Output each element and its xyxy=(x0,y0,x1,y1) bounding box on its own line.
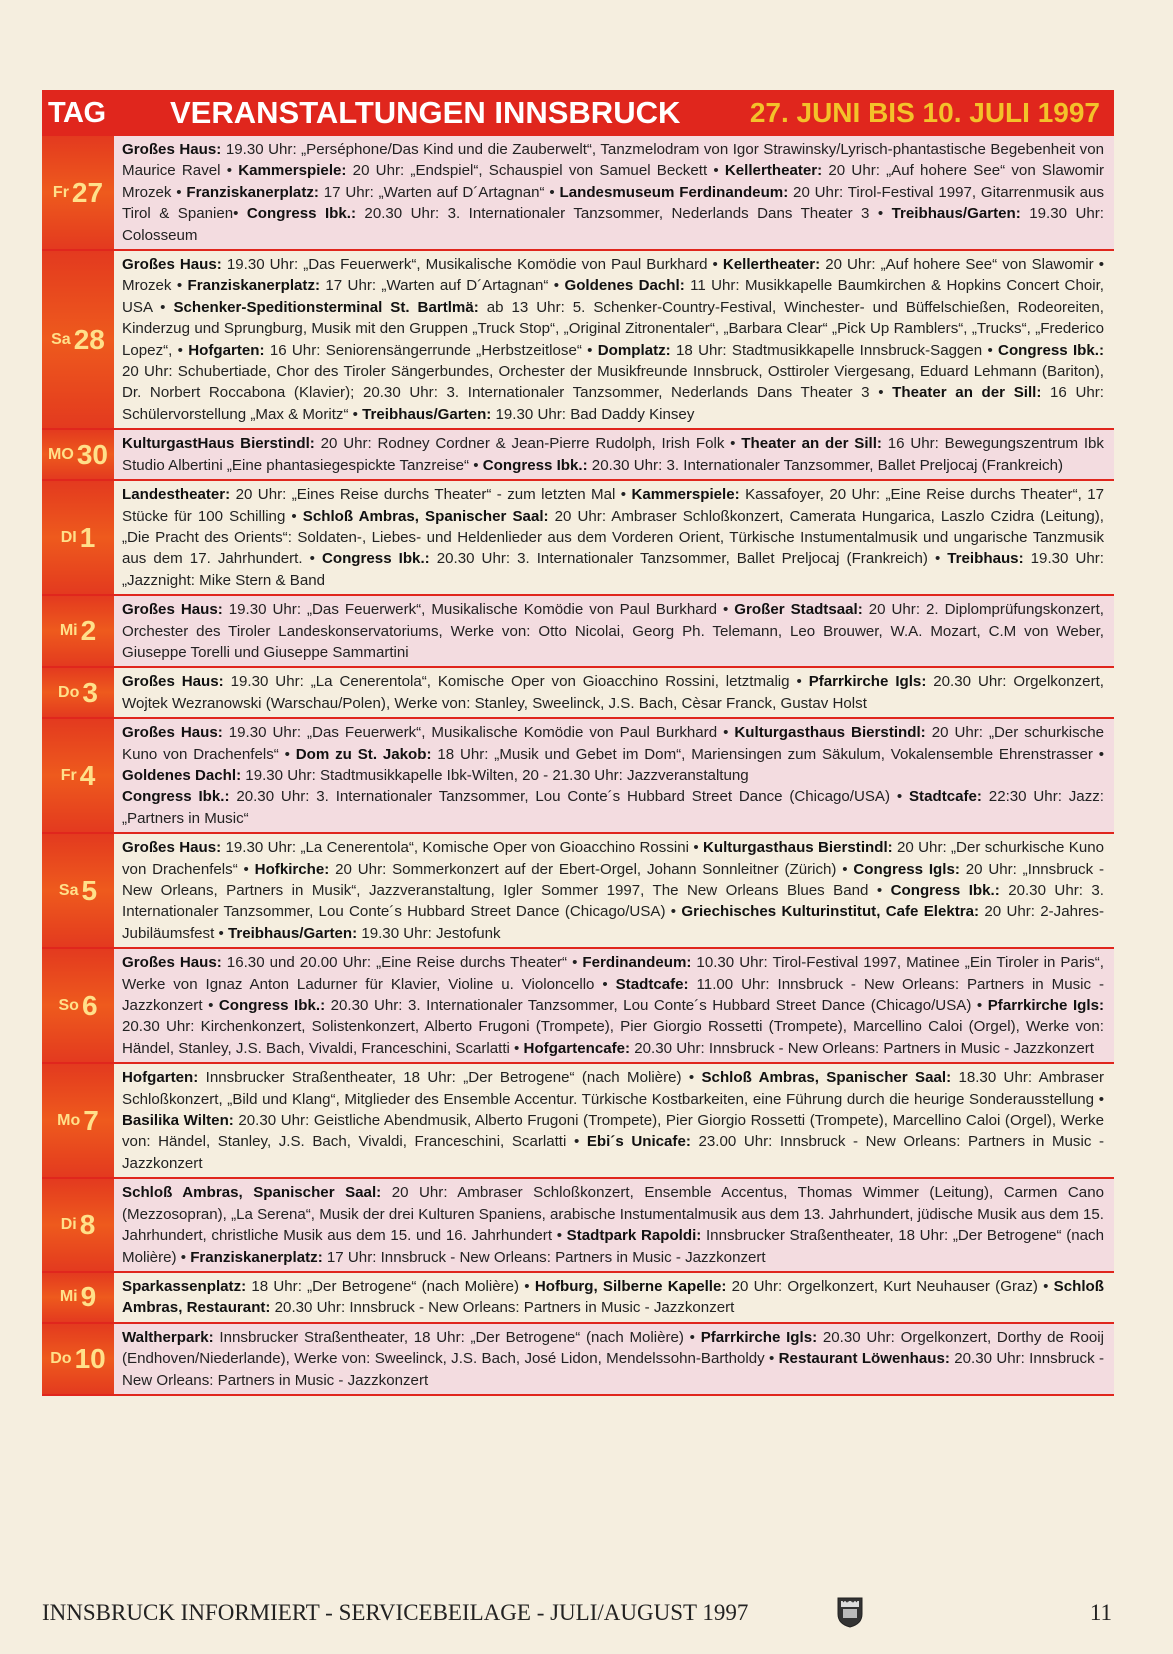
venue-name: Ferdinandeum: xyxy=(582,954,692,972)
event-details: 20 Uhr: „Der schurkische Kuno von Drachenfels“ • xyxy=(122,839,1105,878)
event-details: 18 Uhr: „Der Betrogene“ (nach Molière) • xyxy=(246,1277,535,1295)
weekday: DI xyxy=(60,528,77,546)
venue-name: Treibhaus/Garten: xyxy=(227,924,358,942)
day-row xyxy=(42,1273,1114,1324)
venue-name: Pfarrkirche Igls: xyxy=(700,1328,818,1346)
venue-name: Sparkassenplatz: xyxy=(122,1277,247,1295)
venue-name: Franziskanerplatz: xyxy=(190,1248,323,1266)
day-label xyxy=(42,668,114,717)
day-events xyxy=(114,596,1114,666)
day-number: 30 xyxy=(76,438,108,470)
weekday: Mi xyxy=(59,622,78,640)
venue-name: Schloß Ambras, Restaurant: xyxy=(122,1277,1104,1317)
event-details: Innsbrucker Straßentheater, 18 Uhr: „Der Betrogene“ (nach Molière) • xyxy=(122,1227,1104,1266)
venue-name: Großes Haus: xyxy=(122,256,222,274)
venue-name: Treibhaus: xyxy=(947,550,1024,568)
day-events xyxy=(114,1273,1114,1322)
event-details: 18.30 Uhr: Ambraser Schloßkonzert, „Bild und Klang“, Mitglieder des Ensemble Accentur. Türkische Kostbarkeiten, eine Führung durch die heurige Sonderausstellung • xyxy=(122,1069,1104,1108)
day-number: 3 xyxy=(82,676,98,708)
venue-name: Franziskanerplatz: xyxy=(187,277,321,295)
day-label xyxy=(42,834,114,947)
event-details: 11.00 Uhr: Innsbruck - New Orleans: Partners in Music - Jazzkonzert • xyxy=(122,975,1104,1015)
event-details: 18 Uhr: Stadtmusikkapelle Innsbruck-Saggen • xyxy=(670,341,999,359)
venue-name: Schloß Ambras, Spanischer Saal: xyxy=(302,507,549,525)
event-details: 22:30 Uhr: Jazz: „Partners in Music“ xyxy=(122,788,1104,827)
day-row xyxy=(42,1064,1114,1179)
event-details: 20 Uhr: „Endspiel“, Schauspiel von Samuel Beckett • xyxy=(346,162,725,180)
event-details: 20.30 Uhr: Innsbruck - New Orleans: Partners in Music - Jazzkonzert xyxy=(630,1039,1094,1057)
venue-name: Kulturgasthaus Bierstindl: xyxy=(734,724,926,742)
day-number: 9 xyxy=(80,1281,97,1313)
venue-name: Hofgarten: xyxy=(188,341,265,359)
weekday: MO xyxy=(48,445,74,463)
venue-name: Landesmuseum Ferdinandeum: xyxy=(559,183,789,201)
weekday: Do xyxy=(50,1349,72,1367)
venue-name: Hofkirche: xyxy=(254,860,330,878)
venue-name: Pfarrkirche Igls: xyxy=(808,673,927,691)
venue-name: Franziskanerplatz: xyxy=(186,183,319,201)
event-details: 20 Uhr: Ambraser Schloßkonzert, Ensemble Accentus, Thomas Wimmer (Leitung), Carmen Cano (Mezzosopran), „La Serena“, Musik der drei Kulturen Spaniens, arabische Instumentalmusik aus dem 13. Jahrhundert, jüdische Musik aus dem 15. Jahrhundert, christliche Musik aus dem 15. und 16. Jahrhundert • xyxy=(122,1184,1104,1245)
venue-name: Congress Ibk.: xyxy=(246,205,356,223)
venue-name: Hofgartencafe: xyxy=(523,1039,631,1057)
event-details: 16 Uhr: Seniorensängerrunde „Herbstzeitlose“ • xyxy=(264,341,598,359)
day-row xyxy=(42,668,1114,719)
venue-name: Basilika Wilten: xyxy=(122,1112,234,1130)
event-details: 19.30 Uhr: Jestofunk xyxy=(357,924,501,942)
event-details: 20.30 Uhr: 3. Internationaler Tanzsommer, Nederlands Dans Theater 3 • xyxy=(355,205,892,223)
venue-name: Kulturgasthaus Bierstindl: xyxy=(702,839,893,857)
venue-name: Kammerspiele: xyxy=(238,162,347,180)
day-number: 8 xyxy=(79,1209,96,1241)
event-details: 20.30 Uhr: Innsbruck - New Orleans: Partners in Music - Jazzkonzert xyxy=(122,1350,1104,1389)
event-details: 20.30 Uhr: 3. Internationaler Tanzsommer, Ballet Preljocaj (Frankreich) • xyxy=(429,550,948,568)
day-events xyxy=(114,668,1114,717)
venue-name: Großes Haus: xyxy=(122,839,222,857)
venue-name: Großes Haus: xyxy=(122,141,222,158)
weekday: So xyxy=(58,996,79,1014)
header-day-label: TAG xyxy=(48,96,106,129)
venue-name: Stadtcafe: xyxy=(615,975,689,993)
event-details: 20.30 Uhr: 3. Internationaler Tanzsommer, Lou Conte´s Hubbard Street Dance (Chicago/USA) • xyxy=(122,882,1104,921)
event-details: 20 Uhr: 2-Jahres-Jubiläumsfest • xyxy=(122,903,1105,942)
day-label xyxy=(42,136,114,249)
event-details: 20 Uhr: „Innsbruck - New Orleans, Partners in Musik“, Jazzveranstaltung, Igler Sommer 1997, The New Orleans Blues Band • xyxy=(122,860,1104,899)
venue-name: Congress Ibk.: xyxy=(218,997,326,1015)
event-details: 20.30 Uhr: Orgelkonzert, Dorthy de Rooij (Endhoven/Niederlande), Werke von: Sweelinck, J.S. Bach, José Lidon, Mendelssohn-Bartholdy • xyxy=(122,1328,1104,1368)
day-number: 1 xyxy=(79,521,96,553)
day-label xyxy=(42,1273,114,1322)
event-details: 18 Uhr: „Musik und Gebet im Dom“, Mariensingen zum Säkulum, Vokalensemble Ehrenstrasser • xyxy=(431,745,1104,763)
event-details: 16 Uhr: Schülervorstellung „Max & Moritz“ • xyxy=(122,384,1104,423)
day-row xyxy=(42,1179,1114,1273)
events-table xyxy=(42,90,1114,1396)
event-details: 17 Uhr: „Warten auf D´Artagnan“ • xyxy=(318,183,560,201)
event-details: 20 Uhr: Tirol-Festival 1997, Gitarrenmusik aus Tirol & Spanien• xyxy=(122,183,1104,223)
venue-name: Congress Ibk.: xyxy=(122,788,230,806)
event-details: 20 Uhr: „Auf hohere See“ von Slawomir • Mrozek • xyxy=(122,256,1104,295)
day-label xyxy=(42,1179,114,1271)
venue-name: Hofburg, Silberne Kapelle: xyxy=(534,1277,727,1295)
event-details: 17 Uhr: „Warten auf D´Artagnan“ • xyxy=(320,277,565,295)
event-details: 20 Uhr: Orgelkonzert, Kurt Neuhauser (Graz) • xyxy=(726,1277,1054,1295)
venue-name: Ebi´s Unicafe: xyxy=(586,1133,691,1151)
day-number: 5 xyxy=(81,874,98,906)
venue-name: Schloß Ambras, Spanischer Saal: xyxy=(701,1069,952,1087)
venue-name: Theater an der Sill: xyxy=(892,384,1042,402)
weekday: Do xyxy=(58,683,80,701)
day-label xyxy=(42,596,114,666)
event-details: 20 Uhr: „Der schurkische Kuno von Drachenfels“ • xyxy=(122,724,1104,763)
day-number: 28 xyxy=(73,323,105,355)
event-details: 20 Uhr: Ambraser Schloßkonzert, Camerata Hungarica, Laszlo Czidra (Leitung), „Die Pracht des Orients“: Soldaten-, Liebes- und Heldenlieder aus dem Vorderen Orient, Türkische Instumentalmusik und ungarische Tanzmusik aus dem 17. Jahrhundert. • xyxy=(122,507,1105,568)
event-details: 20.30 Uhr: 3. Internationaler Tanzsommer, Lou Conte´s Hubbard Street Dance (Chicago/USA) • xyxy=(325,997,988,1015)
venue-name: Dom zu St. Jakob: xyxy=(295,745,432,763)
day-number: 6 xyxy=(81,989,98,1021)
venue-name: KulturgastHaus Bierstindl: xyxy=(122,435,315,453)
event-details: 19.30 Uhr: Stadtmusikkapelle Ibk-Wilten, 20 - 21.30 Uhr: Jazzveranstaltung xyxy=(241,766,749,784)
venue-name: Landestheater: xyxy=(122,486,231,504)
event-details: 20.30 Uhr: 3. Internationaler Tanzsommer, Lou Conte´s Hubbard Street Dance (Chicago/USA) • xyxy=(229,788,909,806)
venue-name: Congress Ibk.: xyxy=(998,341,1104,359)
event-details: 20.30 Uhr: Geistliche Abendmusik, Alberto Frugoni (Trompete), Pier Giorgio Rossetti (Trompete), Marcellino Caloi (Orgel), Werke von: Händel, Stanley, J.S. Bach, Vivaldi, Franceschini, Scarlatti • xyxy=(122,1112,1104,1151)
event-details: 19.30 Uhr: Bad Daddy Kinsey xyxy=(491,405,695,423)
venue-name: Schloß Ambras, Spanischer Saal: xyxy=(122,1184,382,1202)
day-row xyxy=(42,1324,1114,1396)
venue-name: Großes Haus: xyxy=(122,724,223,742)
event-details: 17 Uhr: Innsbruck - New Orleans: Partners in Music - Jazzkonzert xyxy=(322,1248,766,1266)
day-events xyxy=(114,251,1114,428)
venue-name: Großes Haus: xyxy=(122,601,223,619)
venue-name: Pfarrkirche Igls: xyxy=(987,997,1104,1015)
venue-name: Großes Haus: xyxy=(122,673,224,691)
event-rows xyxy=(42,136,1114,1396)
event-details: 16 Uhr: Bewegungszentrum Ibk Studio Albertini „Eine phantasiegespickte Tanzreise“ • xyxy=(122,435,1104,474)
day-row xyxy=(42,481,1114,596)
event-details: 11 Uhr: Musikkapelle Baumkirchen & Hopkins Concert Choir, USA • xyxy=(122,277,1104,316)
event-details: 20.30 Uhr: Orgelkonzert, Wojtek Wezranowski (Warschau/Polen), Werke von: Stanley, Sweelinck, J.S. Bach, Cèsar Franck, Gustav Holst xyxy=(122,673,1104,712)
event-details: Kassafoyer, 20 Uhr: „Eine Reise durchs Theater“, 17 Stücke für 100 Schilling • xyxy=(122,486,1104,525)
event-details: 20 Uhr: 2. Diplomprüfungskonzert, Orchester des Tiroler Landeskonservatoriums, Werke von: Otto Nicolai, Georg Ph. Telemann, Leo Brouwer, W.A. Mozart, C.M von Weber, Giuseppe Torelli und Giuseppe Sammartini xyxy=(122,601,1104,661)
day-number: 2 xyxy=(80,615,97,647)
day-events xyxy=(114,136,1114,249)
page-footer xyxy=(42,1594,1114,1634)
event-details: 20 Uhr: Rodney Cordner & Jean-Pierre Rudolph, Irish Folk • xyxy=(314,435,742,453)
footer-publication: INNSBRUCK INFORMIERT - SERVICEBEILAGE - JULI/AUGUST 1997 xyxy=(42,1600,749,1625)
event-details: 19.30 Uhr: „Das Feuerwerk“, Musikalische Komödie von Paul Burkhard • xyxy=(222,724,735,742)
weekday: Mi xyxy=(59,1288,78,1306)
weekday: Sa xyxy=(58,881,79,899)
event-details: 19.30 Uhr: „Perséphone/Das Kind und die Zauberwelt“, Tanzmelodram von Igor Strawinsky/Lyrisch-phantastische Begebenheit von Maurice Ravel • xyxy=(122,141,1104,180)
weekday: Fr xyxy=(60,766,77,784)
venue-name: Treibhaus/Garten: xyxy=(891,205,1021,223)
venue-name: Schenker-Speditionsterminal St. Bartlmä: xyxy=(173,298,479,316)
event-details: 20 Uhr: „Eines Reise durchs Theater“ - zum letzten Mal • xyxy=(230,486,632,504)
event-details: 19.30 Uhr: Colosseum xyxy=(122,205,1104,244)
day-events xyxy=(114,1064,1114,1177)
page-number: 11 xyxy=(1089,1600,1112,1625)
venue-name: Stadtpark Rapoldi: xyxy=(566,1227,702,1245)
header-date-range: 27. JUNI BIS 10. JULI 1997 xyxy=(749,97,1100,128)
venue-name: Goldenes Dachl: xyxy=(564,277,685,295)
venue-name: Domplatz: xyxy=(597,341,671,359)
venue-name: Kammerspiele: xyxy=(631,486,740,504)
venue-name: Congress Ibk.: xyxy=(890,882,1000,899)
event-details: 20.30 Uhr: 3. Internationaler Tanzsommer, Ballet Preljocaj (Frankreich) xyxy=(587,456,1063,474)
event-details: Innsbrucker Straßentheater, 18 Uhr: „Der Betrogene“ (nach Molière) • xyxy=(213,1328,701,1346)
day-events xyxy=(114,949,1114,1062)
event-details: 19.30 Uhr: „Jazznight: Mike Stern & Band xyxy=(122,550,1104,589)
header-title: VERANSTALTUNGEN INNSBRUCK xyxy=(170,95,681,130)
day-label xyxy=(42,1324,114,1394)
day-events xyxy=(114,430,1114,479)
day-row xyxy=(42,949,1114,1064)
venue-name: Hofgarten: xyxy=(122,1069,199,1087)
day-events xyxy=(114,719,1114,832)
table-header xyxy=(42,90,1114,136)
day-row xyxy=(42,719,1114,834)
day-events xyxy=(114,1324,1114,1394)
venue-name: Kellertheater: xyxy=(724,162,823,180)
day-number: 4 xyxy=(79,759,96,791)
venue-name: Goldenes Dachl: xyxy=(122,766,242,784)
day-row xyxy=(42,136,1114,251)
venue-name: Waltherpark: xyxy=(122,1328,214,1346)
event-details: 20 Uhr: „Auf hohere See“ von Slawomir Mrozek • xyxy=(122,162,1104,201)
venue-name: Kellertheater: xyxy=(722,256,821,274)
day-events xyxy=(114,481,1114,594)
event-details: 16.30 und 20.00 Uhr: „Eine Reise durchs Theater“ • xyxy=(221,954,583,972)
day-label xyxy=(42,949,114,1062)
event-details: 23.00 Uhr: Innsbruck - New Orleans: Partners in Music - Jazzkonzert xyxy=(122,1133,1104,1172)
venue-name: Großes Haus: xyxy=(122,954,222,972)
venue-name: Theater an der Sill: xyxy=(741,435,882,453)
day-number: 7 xyxy=(83,1104,99,1136)
venue-name: Congress Igls: xyxy=(853,860,960,878)
event-details: 20 Uhr: Schubertiade, Chor des Tiroler Sängerbundes, Orchester der Musikfreunde Innsbruck, Osttiroler Viergesang, Eduard Lehmann (Bariton), Dr. Norbert Roccabona (Klavier); 20.30 Uhr: 3. Internationaler Tanzsommer, Nederlands Dans Theater 3 • xyxy=(122,363,1104,402)
weekday: Di xyxy=(60,1216,77,1234)
day-row xyxy=(42,430,1114,481)
venue-name: Congress Ibk.: xyxy=(482,456,588,474)
event-details: ab 13 Uhr: 5. Schenker-Country-Festival, Winchester- und Büffelschießen, Rodeoreiten, Kinderzug und Sprungburg, Musik mit den Gruppen „Truck Stop“, „Original Zitronentaler“, „Barbara Clear“ „Pick Up Ramblers“, „Trucks“, „Frederico Lopez“, • xyxy=(122,298,1105,359)
event-details: 19.30 Uhr: „Das Feuerwerk“, Musikalische Komödie von Paul Burkhard • xyxy=(222,601,735,619)
weekday: Sa xyxy=(51,330,71,348)
day-label xyxy=(42,719,114,832)
day-events xyxy=(114,834,1114,947)
weekday: Fr xyxy=(52,183,69,201)
event-details: 19.30 Uhr: „La Cenerentola“, Komische Oper von Gioacchino Rossini • xyxy=(221,839,703,857)
venue-name: Restaurant Löwenhaus: xyxy=(778,1350,950,1368)
event-details: 19.30 Uhr: „La Cenerentola“, Komische Oper von Gioacchino Rossini, letztmalig • xyxy=(223,673,809,691)
event-details: 20.30 Uhr: Kirchenkonzert, Solistenkonzert, Alberto Frugoni (Trompete), Pier Giorgio Rossetti (Trompete), Marcellino Caloi (Orgel), Werke von: Händel, Stanley, J.S. Bach, Vivaldi, Franceschini, Scarlatti • xyxy=(122,1018,1104,1057)
day-row xyxy=(42,596,1114,668)
day-row xyxy=(42,834,1114,949)
city-crest-icon xyxy=(837,1596,863,1628)
day-label xyxy=(42,481,114,594)
venue-name: Griechisches Kulturinstitut, Cafe Elektra: xyxy=(681,903,980,921)
venue-name: Treibhaus/Garten: xyxy=(362,405,492,423)
day-label xyxy=(42,1064,114,1177)
day-label xyxy=(42,251,114,428)
day-number: 27 xyxy=(71,176,104,208)
event-details: 20 Uhr: Sommerkonzert auf der Ebert-Orgel, Johann Sonnleitner (Zürich) • xyxy=(329,860,854,878)
event-details: 20.30 Uhr: Innsbruck - New Orleans: Partners in Music - Jazzkonzert xyxy=(270,1299,735,1317)
event-details: Innsbrucker Straßentheater, 18 Uhr: „Der Betrogene“ (nach Molière) • xyxy=(198,1069,702,1087)
event-details: 10.30 Uhr: Tirol-Festival 1997, Matinee „Ein Tiroler in Paris“, Werke von Ignaz Anton Ladurner für Klavier, Violine u. Violoncello • xyxy=(122,954,1104,993)
day-row xyxy=(42,251,1114,430)
day-label xyxy=(42,430,114,479)
venue-name: Großer Stadtsaal: xyxy=(734,601,863,619)
day-events xyxy=(114,1179,1114,1271)
day-number: 10 xyxy=(74,1342,106,1374)
venue-name: Congress Ibk.: xyxy=(321,550,430,568)
event-details: 19.30 Uhr: „Das Feuerwerk“, Musikalische Komödie von Paul Burkhard • xyxy=(221,256,723,274)
venue-name: Stadtcafe: xyxy=(908,788,982,806)
weekday: Mo xyxy=(57,1111,81,1129)
